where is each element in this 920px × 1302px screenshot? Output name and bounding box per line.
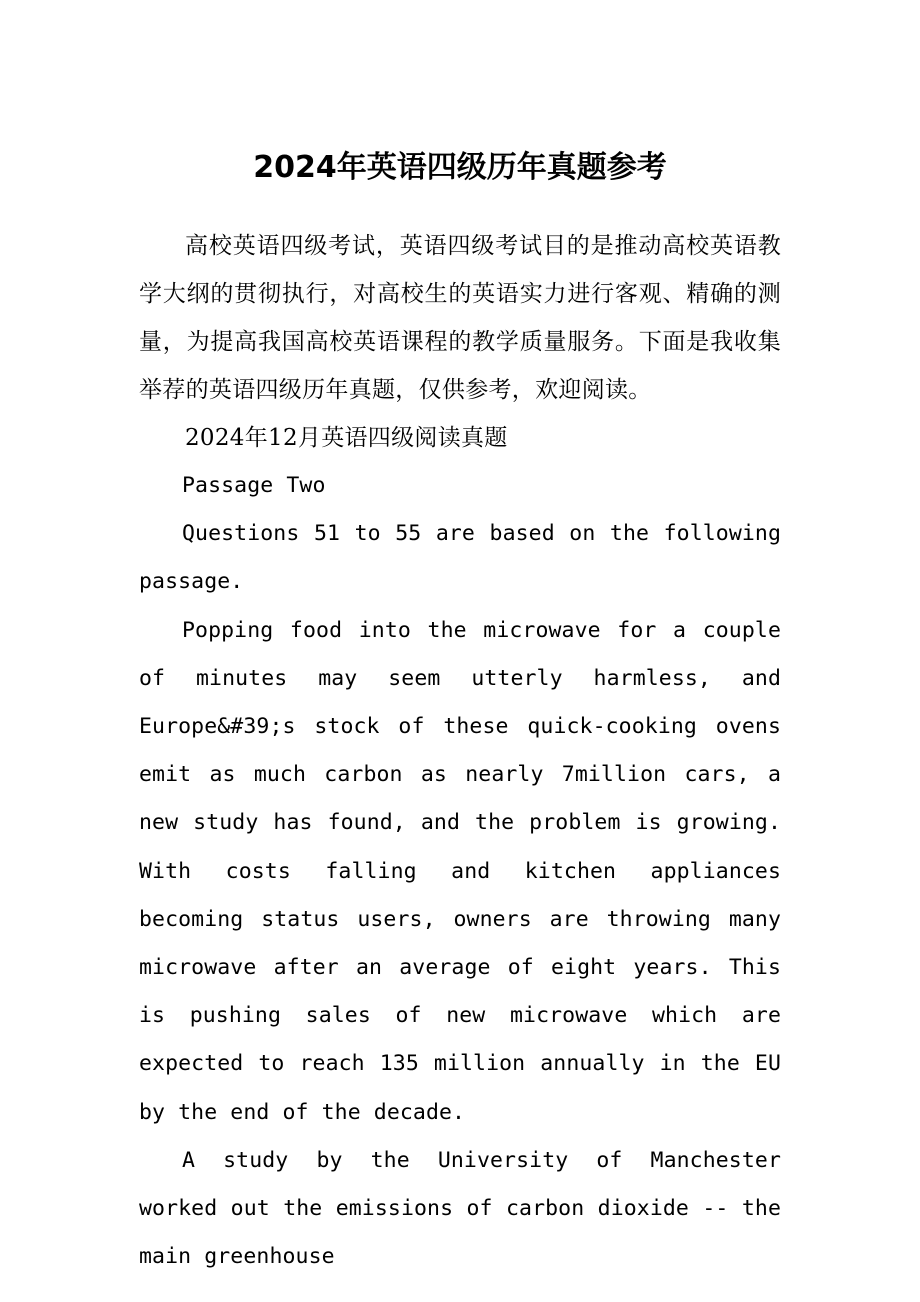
intro-paragraph: 高校英语四级考试，英语四级考试目的是推动高校英语教学大纲的贯彻执行，对高校生的英语实力进行客观、精确的测量，为提高我国高校英语课程的教学质量服务。下面是我收集举荐的英语四级历年真题，仅供参考，欢迎阅读。 bbox=[139, 233, 781, 403]
questions-instruction: Questions 51 to 55 are based on the following passage. bbox=[139, 521, 781, 595]
passage-label: Passage Two bbox=[182, 473, 326, 498]
section-heading: 2024年12月英语四级阅读真题 bbox=[185, 425, 508, 451]
page-title: 2024年英语四级历年真题参考 bbox=[253, 150, 667, 185]
document-body bbox=[139, 222, 781, 1281]
passage-paragraph: Popping food into the microwave for a couple of minutes may seem utterly harmless, and Europe&#39;s stock of these quick-cooking ovens emit as much carbon as nearly 7million cars, a new study has found, and the problem is growing. With costs falling and kitchen appliances becoming status users, owners are throwing many microwave after an average of eight years. This is pushing sales of new microwave which are expected to reach 135 million annually in the EU by the end of the decade. bbox=[139, 617, 781, 1125]
passage-paragraph: A study by the University of Manchester worked out the emissions of carbon dioxide -- the main greenhouse bbox=[139, 1147, 781, 1270]
